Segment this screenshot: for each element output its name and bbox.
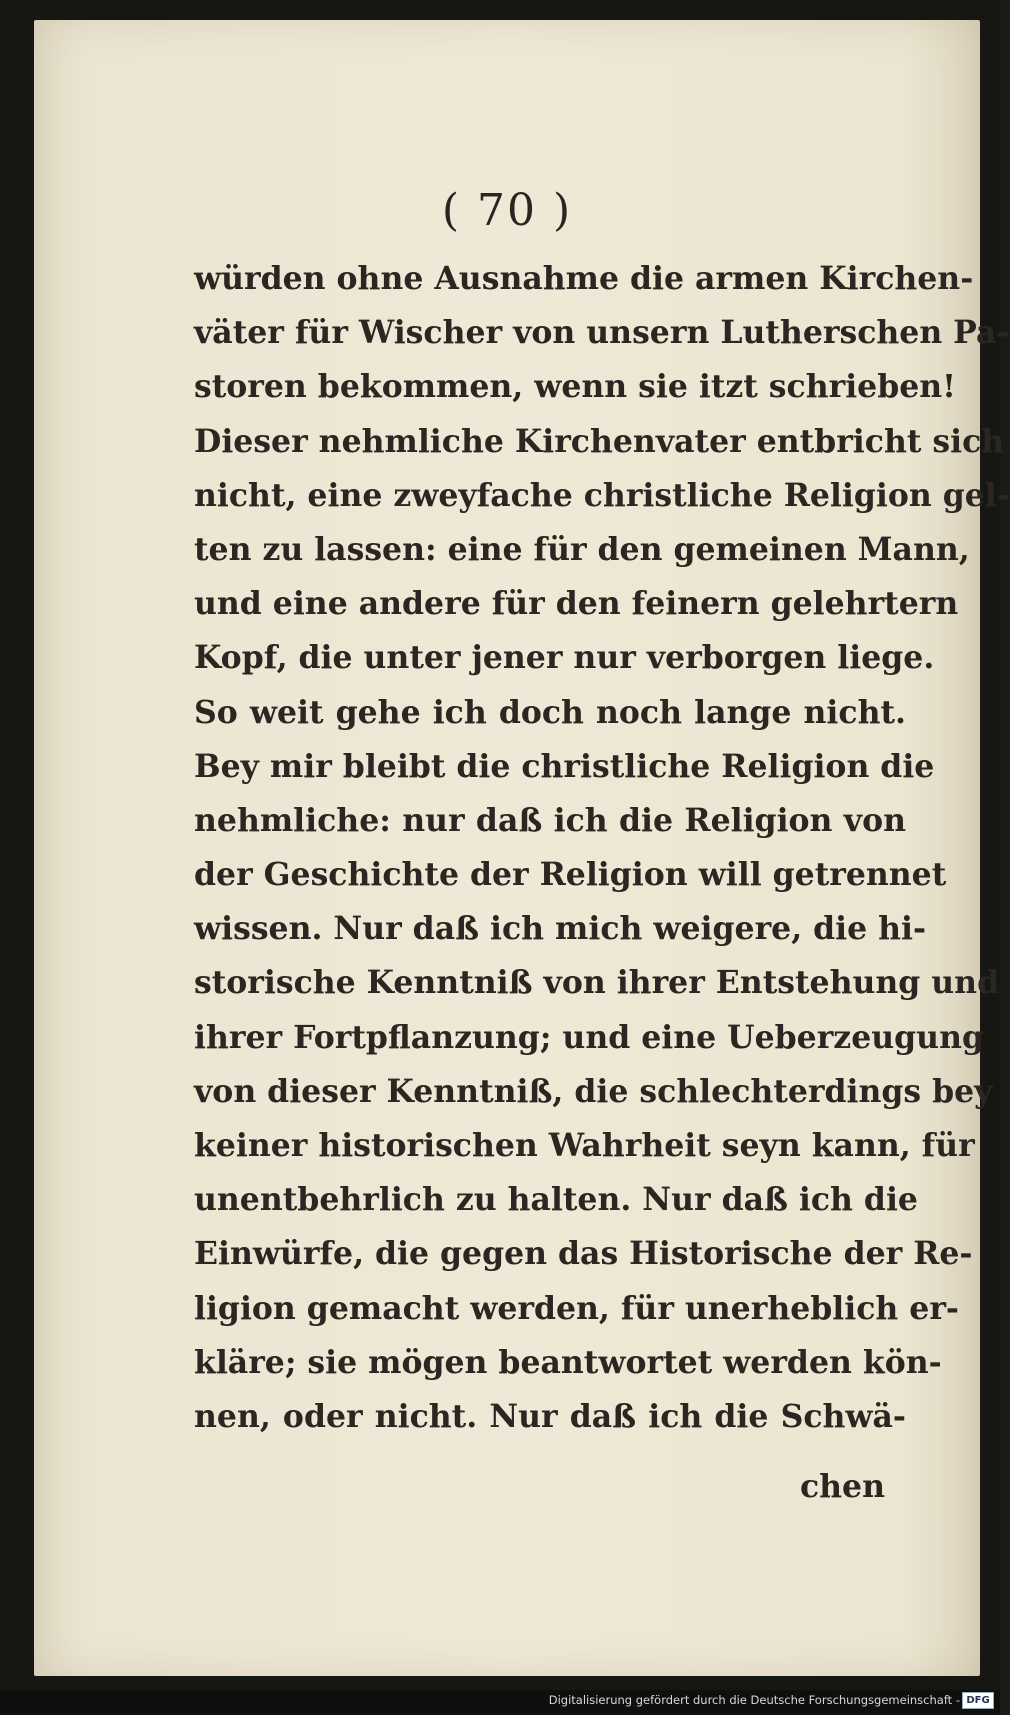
page-body-text [194, 252, 1010, 1444]
text-line: kläre; sie mögen beantwortet werden kön- [194, 1343, 942, 1381]
catchword: chen [799, 1468, 885, 1505]
text-line: Dieser nehmliche Kirchenvater entbricht sich [194, 422, 1005, 460]
text-line: ihrer Fortpflanzung; und eine Ueberzeugung [194, 1018, 984, 1056]
text-line: Einwürfe, die gegen das Historische der Re- [194, 1235, 973, 1273]
text-line: nehmliche: nur daß ich die Religion von [194, 801, 906, 839]
text-line: von dieser Kenntniß, die schlechterdings bey [194, 1072, 993, 1110]
digitization-credit: Digitalisierung gefördert durch die Deutsche Forschungsgemeinschaft - [548, 1693, 960, 1707]
text-line: storische Kenntniß von ihrer Entstehung und [194, 964, 1000, 1002]
text-line: storen bekommen, wenn sie itzt schrieben! [194, 368, 957, 406]
text-line: ligion gemacht werden, für unerheblich er- [194, 1289, 959, 1327]
text-line: wissen. Nur daß ich mich weigere, die hi- [194, 910, 927, 948]
text-line: unentbehrlich zu halten. Nur daß ich die [194, 1181, 918, 1219]
text-line: würden ohne Ausnahme die armen Kirchen- [194, 260, 974, 297]
text-line: ten zu lassen: eine für den gemeinen Mann, [194, 530, 970, 568]
text-line: Bey mir bleibt die christliche Religion die [194, 747, 935, 785]
text-line: So weit gehe ich doch noch lange nicht. [194, 693, 906, 731]
dfg-logo: DFG [962, 1692, 994, 1709]
text-line: Kopf, die unter jener nur verborgen liege. [194, 639, 935, 677]
page-number: ( 70 ) [441, 185, 573, 236]
text-line: väter für Wischer von unsern Lutherschen Pa- [194, 314, 1010, 352]
text-line: keiner historischen Wahrheit seyn kann, für [194, 1127, 975, 1164]
text-line: und eine andere für den feinern gelehrtern [194, 585, 959, 623]
text-line: nen, oder nicht. Nur daß ich die Schwä- [194, 1397, 906, 1435]
text-line: nicht, eine zweyfache christliche Religion gel- [194, 476, 1010, 514]
text-line: der Geschichte der Religion will getrennet [194, 856, 947, 894]
book-page [34, 20, 1010, 1676]
